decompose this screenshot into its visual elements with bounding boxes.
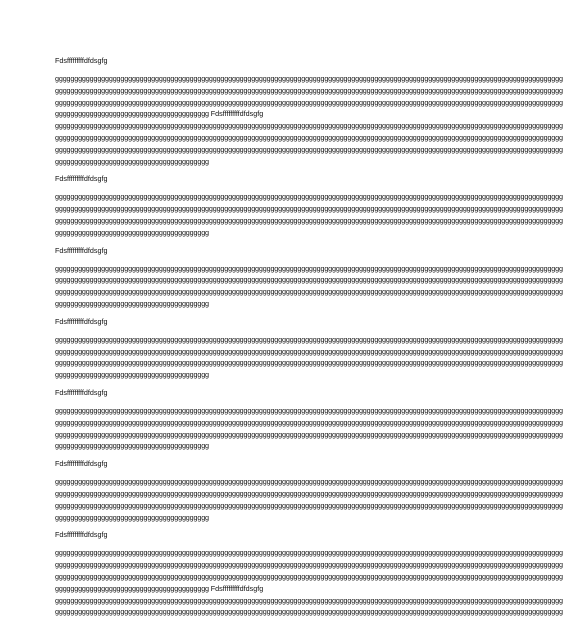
section-heading: Fdsfffffffffdfdsgfg [55,174,108,184]
text-line: gggggggggggggggggggggggggggggggggggggggggggggggggggggggggggggggggggggggggggggggggggggggggggggggggggggggggggggggggggggggggggggggggggg [55,334,563,344]
section-heading: Fdsfffffffffdfdsgfg [55,316,108,326]
text-line: gggggggggggggggggggggggggggggggggggggggggggggggggggggggggggggggggggggggggggggggggggggggggggggggggggggggggggggggggggggggggggggggggggg [55,595,563,605]
text-line: gggggggggggggggggggggggggggggggggggggggg [55,298,209,308]
text-line-with-title [55,583,399,595]
paragraph [55,334,563,381]
text-line: gggggggggggggggggggggggggggggggggggggggggggggggggggggggggggggggggggggggggggggggggggggggggggggggggggggggggggggggggggggggggggggggggggg [55,97,563,107]
text-line: gggggggggggggggggggggggggggggggggggggggg [55,370,209,380]
text-line: gggggggggggggggggggggggggggggggggggggggggggggggggggggggggggggggggggggggggggggggggggggggggggggggggggggggggggggggggggggggggggggggggggg [55,74,563,83]
inline-title: Fdsfffffffffdfdsgfg [210,583,264,593]
text-line: gggggggggggggggggggggggggggggggggggggggggggggggggggggggggggggggggggggggggggggggggggggggggggggggggggggggggggggggggggggggggggggggggggg [55,417,563,427]
section-heading: Fdsfffffffffdfdsgfg [55,245,108,255]
text-line: gggggggggggggggggggggggggggggggggggggggggggggggggggggggggggggggggggggggggggggggggggggggggggggggggggggggggggggggggggggggggggggggggggg [55,488,563,498]
text-line: gggggggggggggggggggggggggggggggggggggggggggggggggggggggggggggggggggggggggggggggggggggggggggggggggggggggggggggggggggggggggggggggggggg [55,560,563,570]
text-line: gggggggggggggggggggggggggggggggggggggggggggggggggggggggggggggggggggggggggggggggggggggggggggggggggggggggggggggggggggggggggggggggggggg [55,346,563,356]
text-line: gggggggggggggggggggggggggggggggggggggggggggggggggggggggggggggggggggggggggggggggggggggggggggggggggggggggggggggggggggggggggggggggggggg [55,571,563,581]
section-heading: Fdsfffffffffdfdsgfg [55,56,108,65]
paragraph [55,476,563,523]
paragraph [55,191,563,238]
text-line: gggggggggggggggggggggggggggggggggggggggggggggggggggggggggggggggggggggggggggggggggggggggggggggggggggggggggggggggggggggggggggggggggggg [55,287,563,297]
text-line: gggggggggggggggggggggggggggggggggggggggg [55,227,209,237]
text-line: gggggggggggggggggggggggggggggggggggggggggggggggggggggggggggggggggggggggggggggggggggggggggggggggggggggggggggggggggggggggggggggggggggg [55,144,563,154]
paragraph [55,73,563,167]
text-line: gggggggggggggggggggggggggggggggggggggggggggggggggggggggggggggggggggggggggggggggggggggggggggggggggggggggggggggggggggggggggggggggggggg [55,358,563,368]
inline-title: Fdsfffffffffdfdsgfg [210,109,264,119]
text-line: gggggggggggggggggggggggggggggggggggggggggggggggggggggggggggggggggggggggggggggggggggggggggggggggggggggggggggggggggggggggggggggggggggg [55,192,563,202]
section-heading: Fdsfffffffffdfdsgfg [55,530,108,540]
section-heading: Fdsfffffffffdfdsgfg [55,459,108,469]
text-line: gggggggggggggggggggggggggggggggggggggggg [55,441,209,451]
text-line: gggggggggggggggggggggggggggggggggggggggggggggggggggggggggggggggggggggggggggggggggggggggggggggggggggggggggggggggggggggggggggggggggggg [55,132,563,142]
paragraph [55,547,563,618]
short-text: gggggggggggggggggggggggggggggggggggggggg [55,583,209,593]
text-line: gggggggggggggggggggggggggggggggggggggggggggggggggggggggggggggggggggggggggggggggggggggggggggggggggggggggggggggggggggggggggggggggggggg [55,85,563,95]
text-line: gggggggggggggggggggggggggggggggggggggggggggggggggggggggggggggggggggggggggggggggggggggggggggggggggggggggggggggggggggggggggggggggggggg [55,500,563,510]
text-line: gggggggggggggggggggggggggggggggggggggggggggggggggggggggggggggggggggggggggggggggggggggggggggggggggggggggggggggggggggggggggggggggggggg [55,275,563,285]
section-heading: Fdsfffffffffdfdsgfg [55,387,108,397]
text-line: gggggggggggggggggggggggggggggggggggggggggggggggggggggggggggggggggggggggggggggggggggggggggggggggggggggggggggggggggggggggggggggggggggg [55,121,563,131]
text-line: gggggggggggggggggggggggggggggggggggggggggggggggggggggggggggggggggggggggggggggggggggggggggggggggggggggggggggggggggggggggggggggggggggg [55,429,563,439]
paragraph [55,263,563,310]
text-line: gggggggggggggggggggggggggggggggggggggggg [55,156,209,166]
text-line: gggggggggggggggggggggggggggggggggggggggg [55,512,209,522]
text-line: gggggggggggggggggggggggggggggggggggggggggggggggggggggggggggggggggggggggggggggggggggggggggggggggggggggggggggggggggggggggggggggggggggg [55,405,563,415]
text-line: gggggggggggggggggggggggggggggggggggggggggggggggggggggggggggggggggggggggggggggggggggggggggggggggggggggggggggggggggggggggggggggggggggg [55,607,563,617]
text-line: gggggggggggggggggggggggggggggggggggggggggggggggggggggggggggggggggggggggggggggggggggggggggggggggggggggggggggggggggggggggggggggggggggg [55,263,563,273]
text-line: gggggggggggggggggggggggggggggggggggggggggggggggggggggggggggggggggggggggggggggggggggggggggggggggggggggggggggggggggggggggggggggggggggg [55,477,563,487]
paragraph [55,405,563,452]
text-line: gggggggggggggggggggggggggggggggggggggggggggggggggggggggggggggggggggggggggggggggggggggggggggggggggggggggggggggggggggggggggggggggggggg [55,204,563,214]
text-line: gggggggggggggggggggggggggggggggggggggggggggggggggggggggggggggggggggggggggggggggggggggggggggggggggggggggggggggggggggggggggggggggggggg [55,215,563,225]
short-text: gggggggggggggggggggggggggggggggggggggggg [55,109,209,119]
text-line: gggggggggggggggggggggggggggggggggggggggggggggggggggggggggggggggggggggggggggggggggggggggggggggggggggggggggggggggggggggggggggggggggggg [55,548,563,558]
text-line-with-title [55,108,399,120]
